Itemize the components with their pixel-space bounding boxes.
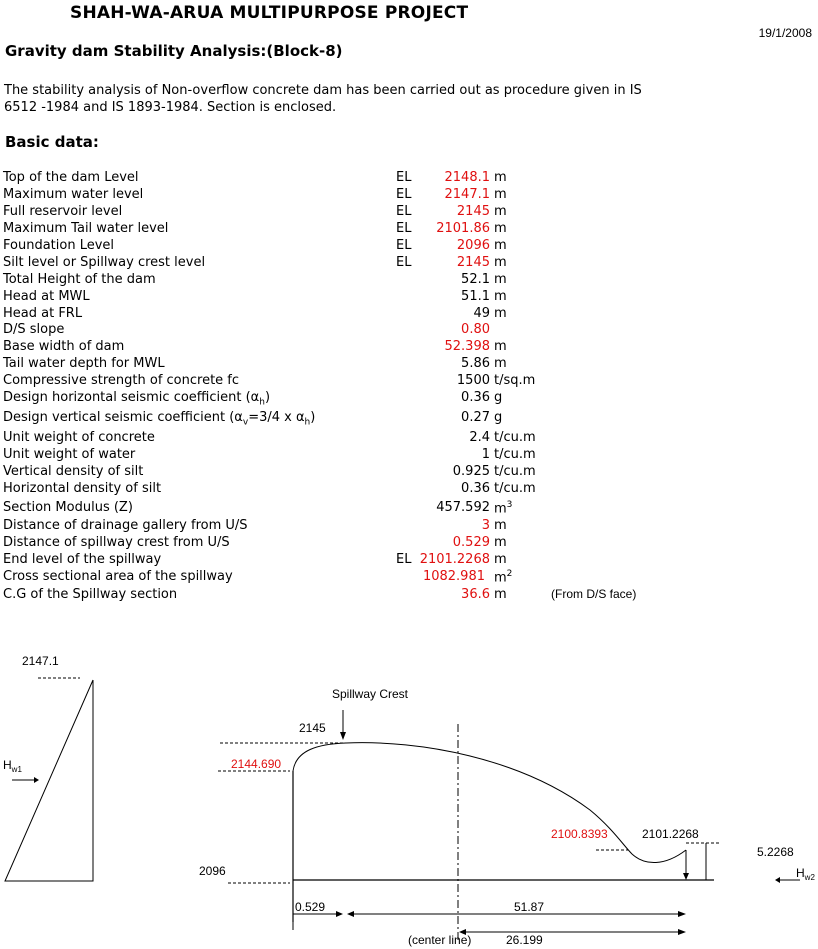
row-el: EL [396,255,412,270]
row-value: 2147.1 [444,187,490,202]
data-row-spillway-crest-distance [0,535,818,552]
row-unit: m [494,535,507,550]
data-row-foundation-level [0,238,818,255]
row-value: 2145 [456,204,490,219]
data-row-max-water-level [0,187,818,204]
row-unit: t/cu.m [494,447,536,462]
row-unit: $m^3$ [494,500,513,517]
row-value: 0.27 [461,410,490,425]
intro-paragraph: The stability analysis of Non-overflow concrete dam has been carried out as procedure given in IS 6512 -1984 and IS 1893-1984. Section is enclosed. [4,83,642,115]
row-value: 2101.86 [436,221,490,236]
row-value: 0.36 [461,390,490,405]
data-row-full-reservoir-level [0,204,818,221]
upstream-level-label: 2144.690 [231,757,282,771]
page-title: SHAH-WA-ARUA MULTIPURPOSE PROJECT [70,3,469,23]
row-label: Top of the dam Level [3,170,139,185]
dim-crest-label: 0.529 [295,900,326,914]
row-unit: m [494,552,507,567]
dim-center-arrow-right [678,929,686,935]
row-label: End level of the spillway [3,552,162,567]
document-date: 19/1/2008 [758,26,812,40]
section-subtitle: Gravity dam Stability Analysis:(Block-8) [5,42,343,60]
data-row-total-height [0,272,818,289]
row-value: 457.592 [436,500,490,515]
data-row-top-dam-level [0,170,818,187]
row-label: Section Modulus (Z) [3,500,133,515]
row-value: 3 [481,518,490,533]
row-label: Tail water depth for MWL [3,356,165,371]
row-label: Foundation Level [3,238,115,253]
row-value: 36.6 [461,587,490,602]
dim-crest-arrow [336,911,343,917]
row-label: Unit weight of concrete [3,430,155,445]
row-label: Vertical density of silt [3,464,144,479]
data-row-ds-slope [0,322,818,339]
row-unit: g [494,410,503,425]
data-row-base-width [0,339,818,356]
row-value: 0.80 [461,322,490,337]
row-label: Unit weight of water [3,447,136,462]
row-value: 2096 [456,238,490,253]
tail-depth-label: 5.2268 [757,845,794,859]
row-label: Design vertical seismic coefficient ($\alpha_v=3/4$ x $\alpha_h$) [3,410,316,428]
row-unit: t/cu.m [494,430,536,445]
row-label: Head at MWL [3,289,90,304]
row-el: EL [396,204,412,219]
data-row-vertical-density-silt [0,464,818,481]
data-row-section-modulus [0,500,818,517]
row-value: 1500 [456,373,490,388]
row-unit: m [494,255,507,270]
row-value: 2145 [456,255,490,270]
row-unit: m [494,339,507,354]
row-label: Full reservoir level [3,204,123,219]
dim-width-label: 51.87 [514,900,545,914]
data-row-spillway-area [0,569,818,586]
row-unit: m [494,306,507,321]
foundation-label: 2096 [199,864,226,878]
row-el: EL [396,238,412,253]
row-el: EL [396,221,412,236]
row-label: Compressive strength of concrete fc [3,373,240,388]
bucket-level-label: 2100.8393 [551,827,608,841]
end-level-label: 2101.2268 [642,827,699,841]
row-label: Silt level or Spillway crest level [3,255,206,270]
row-unit: m [494,238,507,253]
data-row-head-mwl [0,289,818,306]
row-el: EL [396,170,412,185]
crest-level-label: 2145 [299,721,326,735]
row-unit: m [494,518,507,533]
data-row-unit-weight-concrete [0,430,818,447]
dim-center-label: 26.199 [506,933,543,947]
row-unit: m [494,204,507,219]
row-unit: t/cu.m [494,481,536,496]
row-value: 52.398 [444,339,490,354]
mwl-label: 2147.1 [22,654,59,668]
data-row-silt-level [0,255,818,272]
dim-width-arrow-left [347,911,354,917]
data-row-tail-water-depth [0,356,818,373]
row-unit: m [494,356,507,371]
data-row-spillway-cg [0,587,818,604]
row-value: 2101.2268 [419,552,490,567]
bucket-lip-arrow-head [683,873,689,880]
hw2-arrow-head [775,877,780,883]
row-unit: m [494,272,507,287]
data-row-unit-weight-water [0,447,818,464]
row-label: Total Height of the dam [3,272,156,287]
row-value: 51.1 [461,289,490,304]
row-unit: m [494,187,507,202]
row-label: D/S slope [3,322,65,337]
row-unit: m [494,221,507,236]
hw2-label: $H_{w2}$ [796,866,815,882]
row-value: 1 [481,447,490,462]
spillway-profile [293,743,686,863]
row-unit: g [494,390,503,405]
data-row-horizontal-seismic [0,390,818,407]
row-el: EL [396,552,412,567]
data-row-head-frl [0,306,818,323]
row-label: Design horizontal seismic coefficient $(\alpha_h)$ [3,390,271,408]
data-row-max-tail-water-level [0,221,818,238]
row-label: Distance of spillway crest from U/S [3,535,230,550]
center-line-label: (center line) [408,933,472,947]
row-label: Cross sectional area of the spillway [3,569,233,584]
row-value: 1082.981 [422,569,485,584]
row-label: C.G of the Spillway section [3,587,178,602]
basic-data-heading: Basic data: [5,133,99,151]
row-el: EL [396,187,412,202]
dim-width-arrow-right [678,911,686,917]
data-row-spillway-end-level [0,552,818,569]
row-value: 5.86 [461,356,490,371]
spillway-crest-label: Spillway Crest [332,687,409,701]
row-unit: m [494,170,507,185]
hw1-arrow-head [34,777,39,783]
row-label: Maximum Tail water level [3,221,169,236]
data-row-drainage-gallery [0,518,818,535]
row-value: 0.529 [452,535,490,550]
row-unit: m [494,587,507,602]
row-value: 52.1 [461,272,490,287]
row-unit: m [494,289,507,304]
data-row-compressive-strength [0,373,818,390]
data-row-vertical-seismic [0,410,818,427]
row-label: Base width of dam [3,339,125,354]
row-unit: t/sq.m [494,373,536,388]
row-label: Distance of drainage gallery from U/S [3,518,248,533]
row-value: 49 [473,306,490,321]
row-value: 0.925 [452,464,490,479]
row-label: Maximum water level [3,187,144,202]
data-row-horizontal-density-silt [0,481,818,498]
row-value: 0.36 [461,481,490,496]
row-unit: $m^2$ [494,569,513,586]
dam-section-diagram [0,640,818,949]
row-value: 2148.1 [444,170,490,185]
hw1-label: $H_{w1}$ [3,758,22,774]
row-unit: t/cu.m [494,464,536,479]
row-value: 2.4 [469,430,490,445]
row-label: Horizontal density of silt [3,481,162,496]
row-label: Head at FRL [3,306,83,321]
row-note: (From D/S face) [551,587,637,601]
crest-arrow-head [340,732,346,740]
